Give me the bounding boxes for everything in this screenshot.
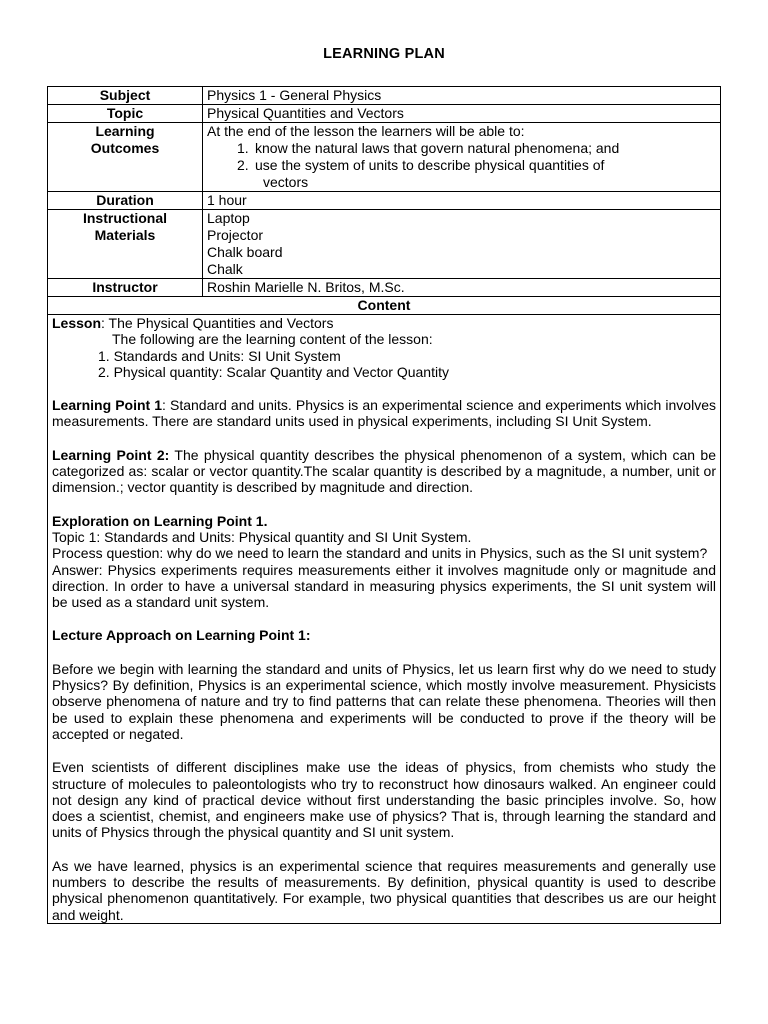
lesson-title-line [52, 315, 716, 331]
learning-point-1 [52, 397, 716, 430]
item-number: 2. [237, 157, 249, 173]
content-body [48, 315, 721, 924]
content-header: Content [48, 297, 721, 315]
topic-row [48, 105, 721, 123]
subject-label: Subject [48, 87, 203, 105]
content-body-row [48, 315, 721, 924]
list-item [207, 157, 716, 174]
list-item [207, 140, 716, 157]
lp1-label: Learning Point 1 [52, 397, 163, 414]
content-header-row [48, 297, 721, 315]
outcomes-intro: At the end of the lesson the learners will be able to: [207, 123, 525, 139]
lp1-text: : Standard and units. Physics is an experimental science and experiments which involves measurements. There are standard units used in physical experiments, including SI Unit System. [52, 397, 716, 430]
learning-plan-table [47, 86, 721, 924]
learning-point-2 [52, 447, 716, 496]
duration-row [48, 192, 721, 210]
duration-value: 1 hour [203, 192, 721, 210]
lesson-section [52, 315, 716, 380]
lp2-text: The physical quantity describes the physical phenomenon of a system, which can be categorized as: scalar or vector quantity.The scalar quantity is described by a magnitude, a number, unit or dimension.; vector quantity is described by magnitude and direction. [52, 446, 716, 496]
materials-label [48, 210, 203, 279]
duration-label: Duration [48, 192, 203, 210]
lecture-paragraph: Before we begin with learning the standard and units of Physics, let us learn first why do we need to study Physics? By definition, Physics is an experimental science, which mostly involve measurement. Physicists observe phenomena of nature and try to find patterns that can relate these phenomena. Theories will then be used to explain these phenomena and experiments will be conducted to prove if the theory will be accepted or negated. [52, 660, 716, 742]
topic-label: Topic [48, 105, 203, 123]
outcomes-row [48, 123, 721, 192]
list-item: 2. Physical quantity: Scalar Quantity and Vector Quantity [98, 363, 449, 380]
instructor-value: Roshin Marielle N. Britos, M.Sc. [203, 279, 721, 297]
list-item: Chalk board [207, 244, 283, 260]
item-text: know the natural laws that govern natural phenomena; and [255, 140, 620, 156]
materials-value [203, 210, 721, 279]
lp2-label: Learning Point 2: [52, 446, 170, 463]
instructor-row [48, 279, 721, 297]
exploration-question: Process question: why do we need to learn the standard and units in Physics, such as the SI unit system? [52, 545, 708, 562]
outcomes-label [48, 123, 203, 192]
lesson-list [52, 348, 716, 381]
exploration-section [52, 513, 716, 611]
materials-row [48, 210, 721, 279]
list-item: 1. Standards and Units: SI Unit System [98, 347, 341, 364]
list-item: Laptop [207, 210, 250, 226]
page-title: LEARNING PLAN [323, 46, 445, 62]
outcomes-list [207, 140, 716, 174]
list-item: Projector [207, 227, 264, 243]
lecture-paragraph: As we have learned, physics is an experimental science that requires measurements and generally use numbers to describe the results of measurements. By definition, physical quantity is used to describe physical phenomenon quantitatively. For example, two physical quantities that describes us are our height and weight. [52, 857, 716, 923]
outcomes-label-line2: Outcomes [90, 140, 160, 156]
outcomes-label-line1: Learning [95, 123, 155, 139]
outcomes-item2-continuation: vectors [263, 174, 309, 190]
exploration-answer: Answer: Physics experiments requires measurements either it involves magnitude only or magnitude and direction. In order to have a universal standard in measuring physics experiments, the SI unit system will be used as a standard unit system. [52, 561, 716, 611]
exploration-topic: Topic 1: Standards and Units: Physical quantity and SI Unit System. [52, 528, 472, 545]
exploration-heading: Exploration on Learning Point 1. [52, 512, 268, 529]
topic-value: Physical Quantities and Vectors [203, 105, 721, 123]
materials-label-line1: Instructional [82, 210, 167, 226]
item-text: use the system of units to describe physical quantities of [255, 157, 605, 173]
lesson-intro: The following are the learning content of the lesson: [112, 331, 433, 348]
list-item: Chalk [207, 261, 243, 277]
item-number: 1. [237, 140, 249, 156]
subject-value: Physics 1 - General Physics [203, 87, 721, 105]
instructor-label: Instructor [48, 279, 203, 297]
lecture-paragraph: Even scientists of different disciplines make use the ideas of physics, from chemists who study the structure of molecules to paleontologists who try to reconstruct how dinosaurs walked. An engineer could not design any kind of practical device without first understanding the basic principles involve. So, how does a scientist, chemist, and engineers make use of physics? That is, through learning the standard and units of Physics through the physical quantity and SI unit system. [52, 759, 716, 841]
materials-label-line2: Materials [94, 227, 156, 243]
subject-row [48, 87, 721, 105]
lesson-label: Lesson [52, 315, 102, 331]
lecture-heading: Lecture Approach on Learning Point 1: [52, 627, 311, 644]
lesson-title: : The Physical Quantities and Vectors [101, 315, 334, 331]
outcomes-value [203, 123, 721, 192]
